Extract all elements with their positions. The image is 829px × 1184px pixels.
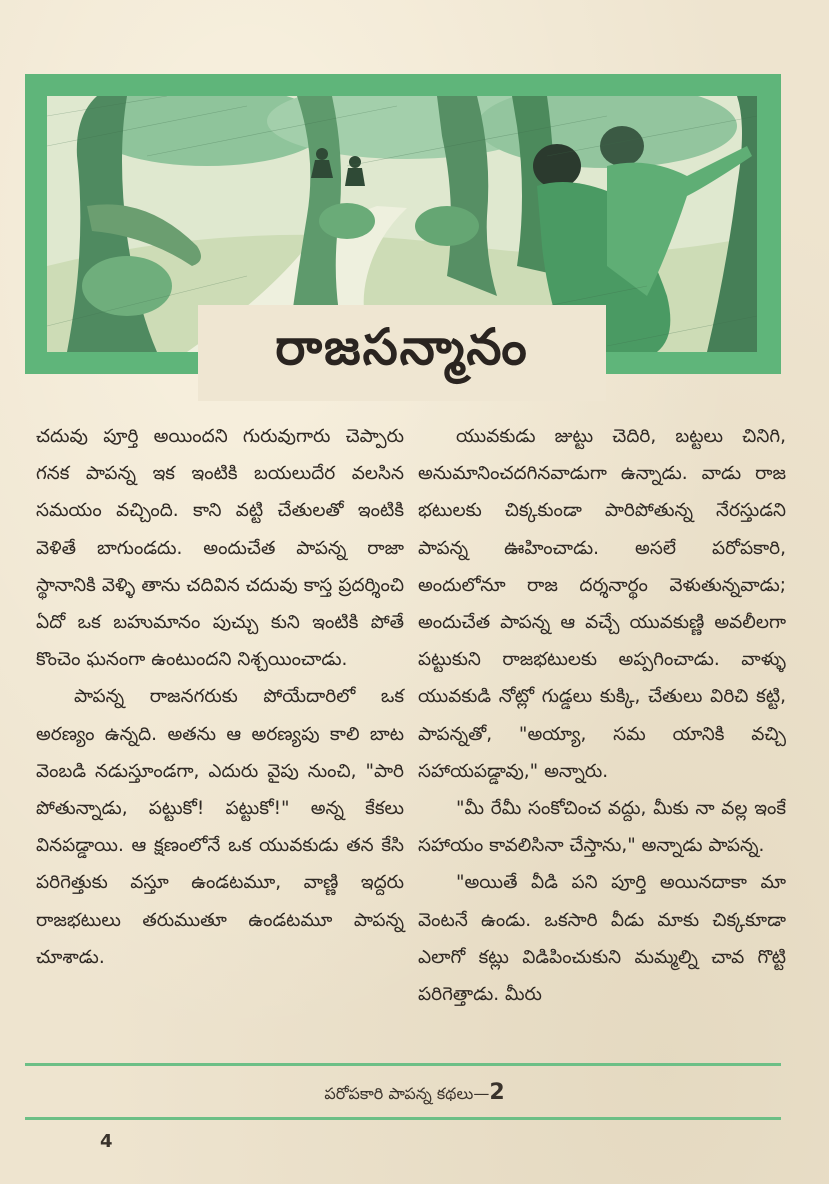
story-title: రాజసన్మానం [275,317,529,376]
paragraph: "అయితే వీడి పని పూర్తి అయినదాకా మా వెంటనే ఉండు. ఒకసారి వీడు మాకు చిక్కకూడా ఎలాగో కట్లు విడిపించుకుని మమ్మల్ని చావ గొట్టి పరిగెత్తాడు. మీరు [418,872,786,1006]
paragraph: యువకుడు జుట్టు చెదిరి, బట్టలు చినిగి, అనుమానించదగినవాడుగా ఉన్నాడు. వాడు రాజ భటులకు చిక్కకుండా పారిపోతున్న నేరస్తుడని పాపన్న ఊహించాడు. అసలే పరోపకారి, అందులోనూ రాజ దర్శనార్థం వెళుతున్నవాడు; అందుచేత పాపన్న ఆ వచ్చే యువకుణ్ణి అవలీలగా పట్టుకుని రాజభటులకు అప్పగించాడు. వాళ్ళు యువకుడి నోట్లో గుడ్డలు కుక్కి, చేతులు విరిచి కట్టి, పాపన్నతో, "అయ్యా, సమ యానికి వచ్చి సహాయపడ్డావు," అన్నారు. [418,426,786,782]
footer-bottom-rule [25,1117,781,1120]
paragraph: చదువు పూర్తి అయిందని గురువుగారు చెప్పారు గనక పాపన్న ఇక ఇంటికి బయలుదేర వలసిన సమయం వచ్చింది. కాని వట్టి చేతులతో ఇంటికి వెళితే బాగుండదు. అందుచేత పాపన్న రాజా స్థానానికి వెళ్ళి తాను చదివిన చదువు కాస్త ప్రదర్శించి ఏదో ఒక బహుమానం పుచ్చు కుని ఇంటికి పోతే కొంచెం ఘనంగా ఉంటుందని నిశ్చయించాడు. [36,426,404,671]
series-title: పరోపకారి పాపన్న కథలు— [324,1084,490,1103]
series-footer [0,1080,829,1107]
paragraph: "మీ రేమీ సంకోచించ వద్దు, మీకు నా వల్ల ఇంకే సహాయం కావలిసినా చేస్తాను," అన్నాడు పాపన్న. [418,798,786,857]
page-number: 4 [100,1131,113,1152]
paragraph: పాపన్న రాజనగరుకు పోయేదారిలో ఒక అరణ్యం ఉన్నది. అతను ఆ అరణ్యపు కాలి బాట వెంబడి నడుస్తూండగా, ఎదురు వైపు నుంచి, "పారి పోతున్నాడు, పట్టుకో! పట్టుకో!" అన్న కేకలు వినపడ్డాయి. ఆ క్షణంలోనే ఒక యువకుడు తన కేసి పరిగెత్తుకు వస్తూ ఉండటమూ, వాణ్ణి ఇద్దరు రాజభటులు తరుముతూ ఉండటమూ పాపన్న చూశాడు. [36,686,404,968]
series-number: 2 [489,1080,505,1105]
right-column [418,418,786,1013]
left-column [36,418,404,976]
footer-top-rule [25,1063,781,1066]
